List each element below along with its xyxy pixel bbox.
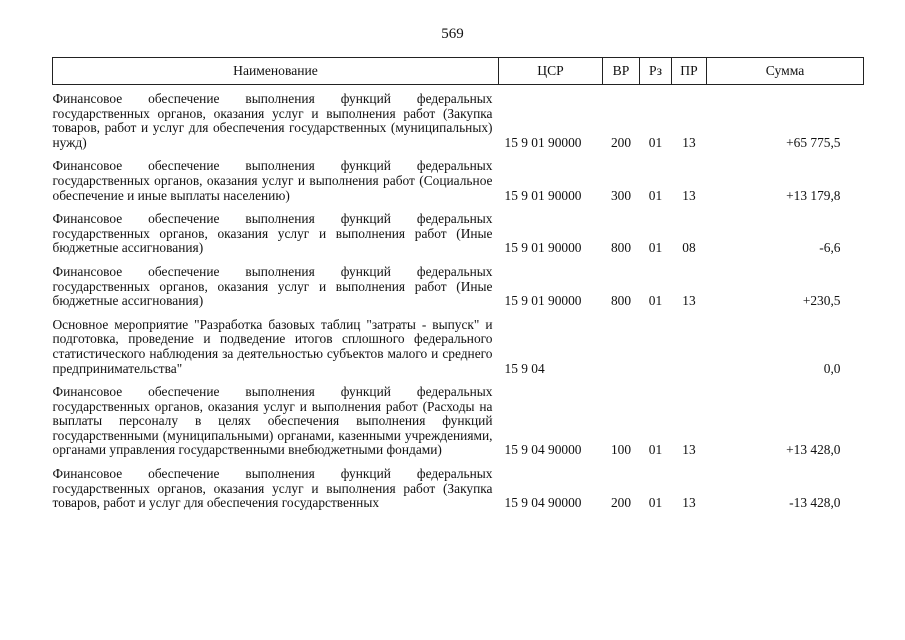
row-vr: 300 (610, 187, 632, 203)
table-row (53, 150, 864, 203)
table-row (53, 85, 864, 151)
row-sum: -13 428,0 (789, 495, 841, 511)
row-csr: 15 9 04 (504, 360, 545, 376)
row-name: Основное мероприятие "Разработка базовых таблиц "затраты - выпуск" и подготовка, проведение и подведение итогов сплошного федерального статистического наблюдения за деятельностью субъектов малого и среднего предпринимательства" (52, 316, 493, 376)
page-number: 569 (441, 26, 464, 42)
row-rz: 01 (648, 187, 663, 203)
row-vr: 200 (610, 495, 632, 511)
row-csr: 15 9 01 90000 (504, 134, 582, 150)
row-rz: 01 (648, 495, 663, 511)
row-csr: 15 9 01 90000 (504, 293, 582, 309)
row-vr: 800 (610, 293, 632, 309)
row-pr: 13 (682, 134, 696, 150)
row-pr: 13 (682, 293, 696, 309)
table-row (53, 309, 864, 376)
header-pr: ПР (672, 58, 707, 85)
row-rz: 01 (648, 442, 663, 458)
header-name: Наименование (53, 58, 499, 85)
row-csr: 15 9 04 90000 (504, 442, 582, 458)
table-row (53, 256, 864, 309)
table-header (53, 58, 864, 85)
row-sum: +230,5 (802, 293, 841, 309)
row-pr: 13 (682, 495, 696, 511)
row-sum: +13 428,0 (786, 442, 841, 458)
row-sum: 0,0 (823, 360, 841, 376)
row-name: Финансовое обеспечение выполнения функций федеральных государственных органов, оказания услуг и выполнения работ (Расходы на выплаты персоналу в целях обеспечения выполнения функций государственными (муниципальными) органами, казенными учреждениями, органами управления государственными внебюджетными фондами) (52, 384, 493, 458)
budget-table (52, 57, 864, 511)
row-sum: +65 775,5 (786, 134, 841, 150)
header-rz: Рз (640, 58, 672, 85)
header-sum: Сумма (707, 58, 864, 85)
row-rz: 01 (648, 293, 663, 309)
header-vr: ВР (603, 58, 640, 85)
row-pr: 13 (682, 442, 696, 458)
row-name: Финансовое обеспечение выполнения функций федеральных государственных органов, оказания услуг и выполнения работ (Закупка товаров, работ и услуг для обеспечения государственных (муниципальных) нужд) (52, 91, 493, 150)
table-row (53, 376, 864, 458)
header-csr: ЦСР (499, 58, 603, 85)
table-row (53, 458, 864, 511)
row-pr: 08 (682, 240, 696, 256)
row-pr: 13 (682, 187, 696, 203)
row-name: Финансовое обеспечение выполнения функций федеральных государственных органов, оказания услуг и выполнения работ (Иные бюджетные ассигнования) (52, 263, 493, 309)
row-csr: 15 9 01 90000 (504, 240, 582, 256)
table-body (53, 85, 864, 511)
row-vr: 200 (610, 134, 632, 150)
row-sum: -6,6 (819, 240, 841, 256)
table-row (53, 203, 864, 256)
row-name: Финансовое обеспечение выполнения функций федеральных государственных органов, оказания услуг и выполнения работ (Социальное обеспечение и иные выплаты населению) (52, 158, 493, 203)
row-csr: 15 9 01 90000 (504, 187, 582, 203)
row-name: Финансовое обеспечение выполнения функций федеральных государственных органов, оказания услуг и выполнения работ (Иные бюджетные ассигнования) (52, 211, 493, 256)
row-rz (640, 309, 672, 376)
row-rz: 01 (648, 134, 663, 150)
row-csr: 15 9 04 90000 (504, 495, 582, 511)
row-vr: 800 (610, 240, 632, 256)
row-vr: 100 (610, 442, 632, 458)
row-vr (603, 309, 640, 376)
row-rz: 01 (648, 240, 663, 256)
row-sum: +13 179,8 (786, 187, 841, 203)
row-name: Финансовое обеспечение выполнения функций федеральных государственных органов, оказания услуг и выполнения работ (Закупка товаров, работ и услуг для обеспечения государственных (52, 466, 493, 511)
row-pr (672, 309, 707, 376)
